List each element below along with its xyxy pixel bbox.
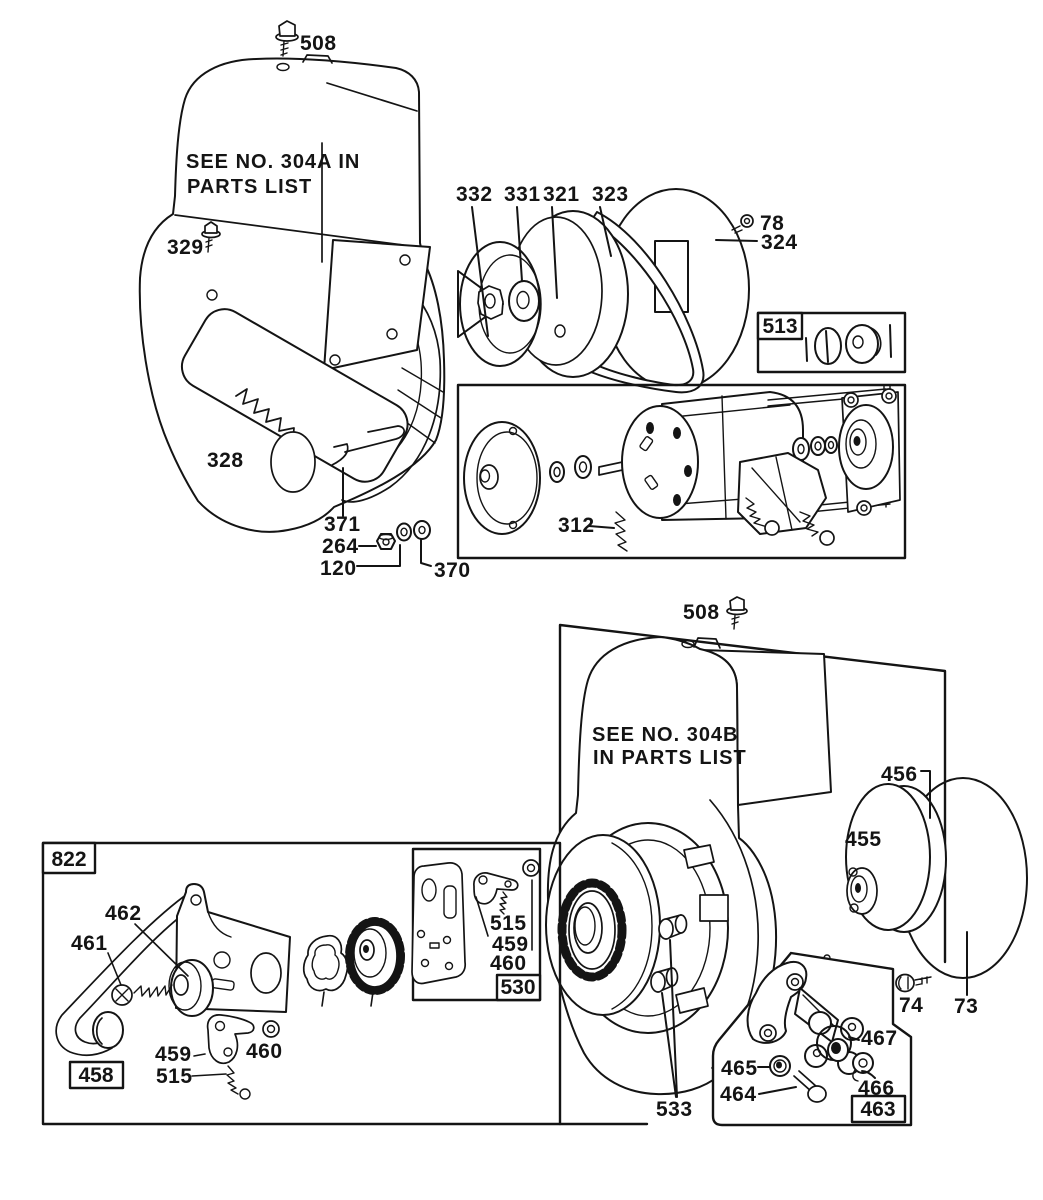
callout-74: 74 (899, 994, 924, 1017)
box-label-463: 463 (860, 1098, 896, 1121)
callout-324: 324 (761, 231, 798, 254)
callout-460-530: 460 (490, 952, 527, 975)
callout-459-530: 459 (492, 933, 529, 956)
box-label-530: 530 (500, 976, 536, 999)
callout-466: 466 (858, 1077, 895, 1100)
note-304a-line1: SEE NO. 304A IN (186, 151, 361, 173)
washer-331-icon (509, 281, 539, 321)
callout-461: 461 (71, 932, 108, 955)
washer-465-icon (770, 1056, 790, 1076)
box-label-513: 513 (762, 315, 798, 338)
box-513 (758, 313, 905, 372)
callout-456: 456 (881, 763, 918, 786)
callout-264: 264 (322, 535, 359, 558)
box-530 (412, 849, 540, 1000)
callout-515-530: 515 (490, 912, 527, 935)
note-304b-line1: SEE NO. 304B (592, 724, 739, 746)
callout-459-822: 459 (155, 1043, 192, 1066)
callout-312: 312 (558, 514, 595, 537)
rear-bracket-plate (324, 240, 430, 370)
callout-462: 462 (105, 902, 142, 925)
callout-323: 323 (592, 183, 629, 206)
top-assembly (140, 21, 905, 582)
gear-531 (349, 921, 401, 1006)
gasket-532 (304, 936, 348, 1006)
callout-78: 78 (760, 212, 785, 235)
starter-motor-box (458, 385, 905, 558)
callout-515-822: 515 (156, 1065, 193, 1088)
callout-328: 328 (207, 449, 244, 472)
callout-464: 464 (720, 1083, 757, 1106)
callout-332: 332 (456, 183, 493, 206)
bolt-508-bottom-icon (727, 597, 747, 629)
nut-264-icon (377, 534, 395, 549)
bottom-assembly (43, 597, 1027, 1125)
box-label-458: 458 (78, 1064, 114, 1087)
callout-508-top: 508 (300, 32, 337, 55)
drive-drum (546, 835, 660, 1015)
callout-465: 465 (721, 1057, 758, 1080)
bolt-508-top-icon (276, 21, 298, 56)
callout-329: 329 (167, 236, 204, 259)
callout-331: 331 (504, 183, 541, 206)
callout-73: 73 (954, 995, 979, 1018)
callout-120: 120 (320, 557, 357, 580)
box-label-822: 822 (51, 848, 87, 871)
spring-312-icon (615, 512, 627, 551)
callout-533: 533 (656, 1098, 693, 1121)
bolt-74-icon (896, 975, 931, 992)
callout-321: 321 (543, 183, 580, 206)
note-304a-line2: PARTS LIST (187, 176, 313, 198)
callout-370: 370 (434, 559, 471, 582)
callout-467: 467 (861, 1027, 898, 1050)
callout-460-822: 460 (246, 1040, 283, 1063)
note-304b-line2: IN PARTS LIST (593, 747, 747, 769)
washer-370-icon (414, 521, 430, 539)
washer-120-icon (397, 524, 411, 541)
callout-508-bottom: 508 (683, 601, 720, 624)
callout-455: 455 (845, 828, 882, 851)
callout-371: 371 (324, 513, 361, 536)
